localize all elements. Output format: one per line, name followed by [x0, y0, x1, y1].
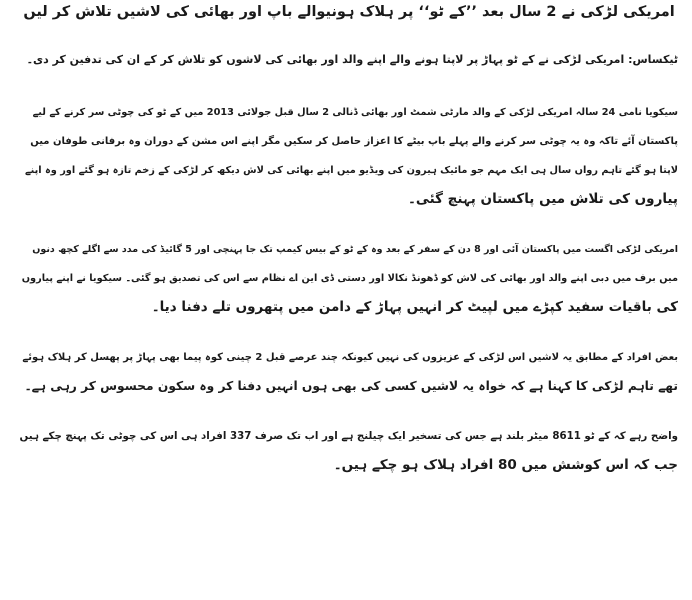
paragraph-line: بعض افراد کے مطابق یہ لاشیں اس لڑکی کے عزیزوں کی نہیں کیونکہ چند عرصے قبل 2 چینی کوہ پیما بھی پہاڑ پر پھسل کر ہلاک ہوئے [22, 352, 678, 363]
article-paragraph [20, 45, 678, 74]
paragraph-line: پاکستان آئے تاکہ وہ یہ چوٹی سر کرنے والے پہلے باپ بیٹے کا اعزاز حاصل کر سکیں مگر اپنے اس مشن کے دوران وہ برفانی طوفان میں [30, 136, 678, 147]
article-paragraph [20, 422, 678, 480]
paragraph-line: جب کہ اس کوشش میں 80 افراد ہلاک ہو چکے ہیں۔ [333, 457, 678, 473]
paragraph-line: امریکی لڑکی اگست میں پاکستان آئی اور 8 دن کے سفر کے بعد وہ کے ٹو کے بیس کیمپ تک جا پہنچی اور 5 گائیڈ کی مدد سے اگلے کچھ دنوں [32, 244, 678, 255]
paragraph-line: کی باقیات سفید کپڑے میں لپیٹ کر انہیں پہاڑ کے دامن میں پتھروں تلے دفنا دیا۔ [151, 299, 678, 315]
paragraph-line: پیاروں کی تلاش میں پاکستان پہنچ گئی۔ [408, 191, 678, 207]
paragraph-line: لاپتا ہو گئے تاہم رواں سال ہی ایک مہم جو مائیک ہیرون کی ویڈیو میں اپنے بھائی کی لاش دیکھ کر لڑکی کے زخم تازہ ہو گئے اور وہ اپنے [24, 165, 678, 176]
article-paragraph [20, 235, 678, 322]
article-paragraph [20, 98, 678, 214]
paragraph-line: واضح رہے کہ کے ٹو 8611 میٹر بلند ہے جس کی تسخیر ایک چیلنج ہے اور اب تک صرف 337 افراد ہی اس کی چوٹی تک پہنچ چکے ہیں [20, 430, 678, 442]
paragraph-line: ٹیکساس: امریکی لڑکی نے کے ٹو پہاڑ پر لاپتا ہونے والے اپنے والد اور بھائی کی لاشوں کو تلاش کر کے ان کی تدفین کر دی۔ [26, 53, 678, 66]
paragraph-line: سیکویا نامی 24 سالہ امریکی لڑکی کے والد مارٹی شمٹ اور بھائی ڈنالی 2 سال قبل جولائی 2013 میں کے ٹو کی چوٹی سر کرنے کے لیے [32, 107, 678, 118]
paragraph-line: میں برف میں دبی اپنے والد اور بھائی کی لاش کو ڈھونڈ نکالا اور دستی ڈی این اے نظام سے اس کی تصدیق ہو گئی۔ سیکویا نے اپنے پیاروں [21, 273, 678, 284]
paragraph-line: تھے تاہم لڑکی کا کہنا ہے کہ خواہ یہ لاشیں کسی کی بھی ہوں انہیں دفنا کر وہ سکون محسوس کر رہی ہے۔ [24, 379, 678, 393]
article-paragraph [20, 343, 678, 401]
article-headline: امریکی لڑکی نے 2 سال بعد ’’کے ٹو‘‘ پر ہلاک ہونیوالے باپ اور بھائی کی لاشیں تلاش کر لیں [23, 4, 675, 20]
